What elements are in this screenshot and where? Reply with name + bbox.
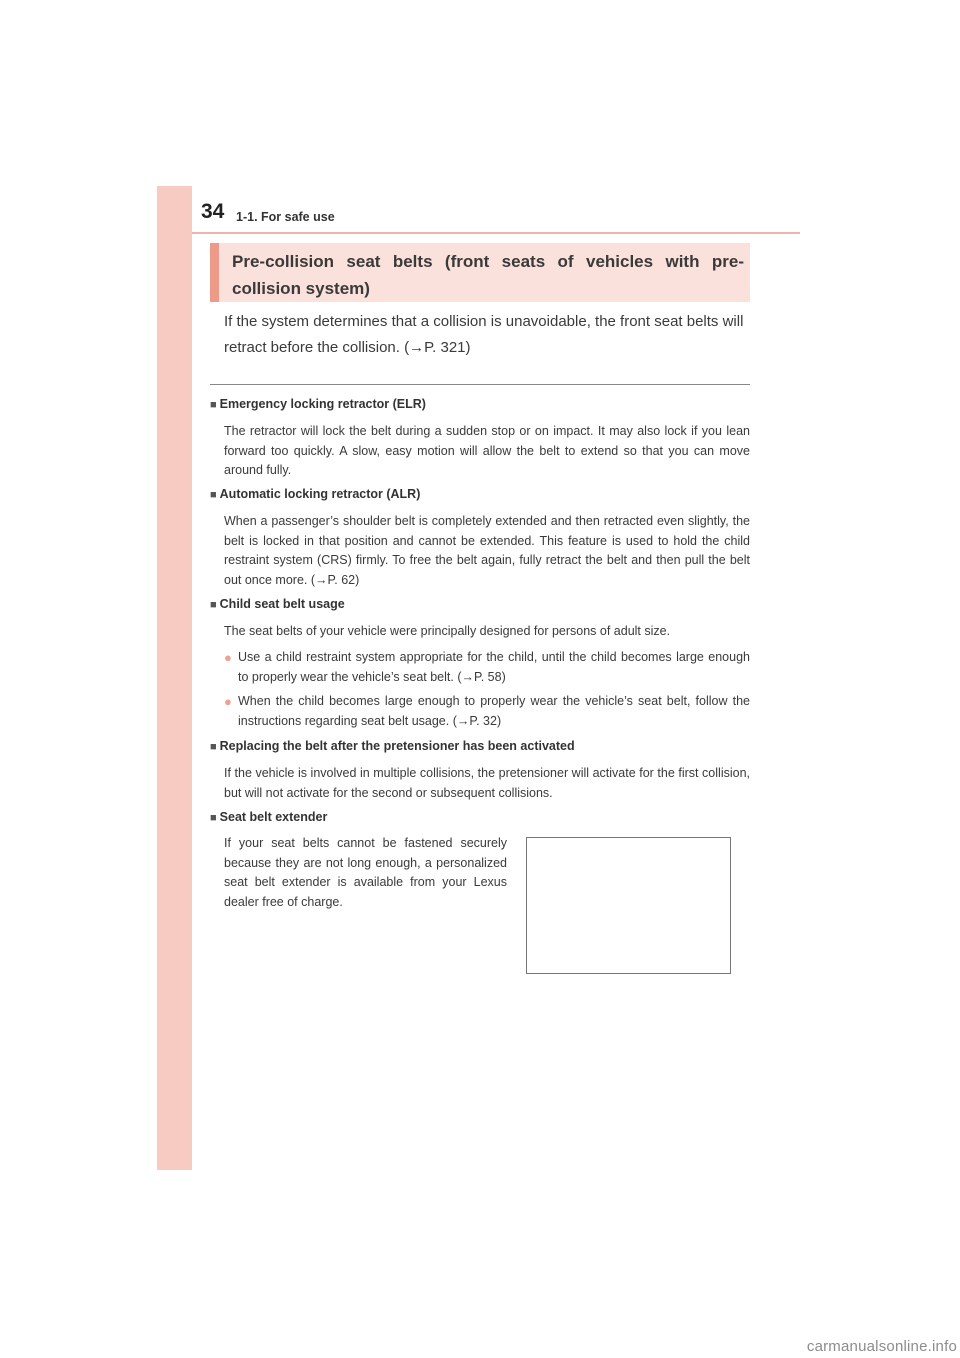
section-label: 1-1. For safe use [236, 210, 335, 224]
list-item [224, 692, 750, 732]
circle-bullet-icon: ● [224, 650, 232, 665]
subsection-heading-alr [210, 487, 420, 501]
intro-paragraph: If the system determines that a collision is unavoidable, the front seat belts will retract before the collision. (→P. 321) [224, 313, 744, 356]
child-body: The seat belts of your vehicle were principally designed for persons of adult size. [224, 624, 671, 638]
subsection-heading-replacing [210, 739, 575, 753]
circle-bullet-icon: ● [224, 694, 232, 709]
subsection-heading-elr [210, 397, 426, 411]
subsection-title: Emergency locking retractor (ELR) [219, 397, 426, 411]
square-bullet-icon: ■ [210, 812, 217, 824]
page-number: 34 [201, 200, 225, 223]
subsection-title: Replacing the belt after the pretensioner has been activated [219, 739, 575, 753]
subsection-heading-child [210, 597, 345, 611]
subsection-title: Seat belt extender [219, 810, 328, 824]
extender-body: If your seat belts cannot be fastened securely because they are not long enough, a personalized seat belt extender is available from your Lexus dealer free of charge. [224, 836, 507, 909]
bullet-text: Use a child restraint system appropriate for the child, until the child becomes large enough to properly wear the vehicle’s seat belt. (→P. 58) [238, 650, 750, 684]
alr-body: When a passenger’s shoulder belt is completely extended and then retracted even slightly, the belt is locked in that position and cannot be extended. This feature is used to hold the child restraint system (CRS) firmly. To free the belt again, fully retract the belt and then pull the belt out once more. (→P. 62) [224, 514, 750, 587]
bullet-text: When the child becomes large enough to properly wear the vehicle’s seat belt, follow the instructions regarding seat belt usage. (→P. 32) [238, 694, 750, 728]
subsection-title: Child seat belt usage [219, 597, 345, 611]
subsection-heading-extender [210, 810, 327, 824]
watermark: carmanualsonline.info [806, 1338, 957, 1355]
seat-belt-extender-image [526, 837, 731, 974]
square-bullet-icon: ■ [210, 599, 217, 611]
section-divider [210, 384, 750, 385]
list-item [224, 648, 750, 688]
elr-body: The retractor will lock the belt during a sudden stop or on impact. It may also lock if you lean forward too quickly. A slow, easy motion will allow the belt to extend so that you can move around fully. [224, 424, 750, 477]
topic-heading: Pre-collision seat belts (front seats of vehicles with pre-collision system) [232, 252, 744, 298]
square-bullet-icon: ■ [210, 741, 217, 753]
subsection-title: Automatic locking retractor (ALR) [219, 487, 421, 501]
side-color-band [157, 186, 192, 1170]
square-bullet-icon: ■ [210, 399, 217, 411]
header-rule [192, 232, 800, 234]
topic-heading-box [210, 243, 750, 302]
square-bullet-icon: ■ [210, 489, 217, 501]
replacing-body: If the vehicle is involved in multiple collisions, the pretensioner will activate for the first collision, but will not activate for the second or subsequent collisions. [224, 766, 750, 800]
